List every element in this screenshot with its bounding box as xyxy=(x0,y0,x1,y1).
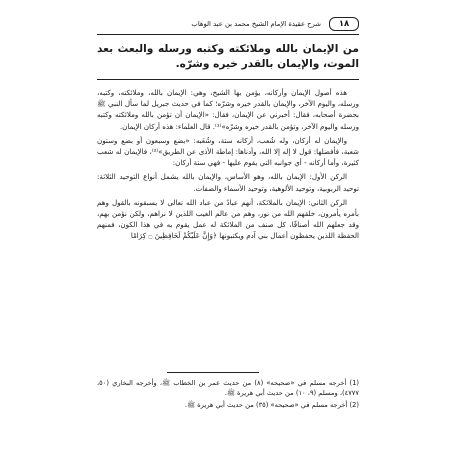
paragraph-branches: والإيمان له أركان، وله شُعب، أركانه ستة، وشُعَبه: «بضع وسبعون أو بضع وستون شعبة، فأفضلها: قول لا إله إلا الله، وأدناها: إماطة الأذى عن الطريق»⁽²⁾، فالإيمان له شعب كثيرة، وأما أركانه - أي جوانبه التي يقوم عليها - فهي ستة أركان: xyxy=(97,135,360,168)
footnote-2: (2) أخرجه مسلم في «صحيحه» (٣٥) من حديث أبي هريرة ﷺ. xyxy=(184,400,359,409)
page-content xyxy=(97,16,359,245)
page-number: ١٨ xyxy=(329,17,359,31)
footnote-separator xyxy=(167,372,259,373)
header-title: شرح عقيدة الإمام الشيخ محمد بن عبد الوهاب xyxy=(191,20,321,28)
paragraph-second-pillar: الركن الثاني: الإيمان بالملائكة، أنهم عبادٌ من عباد الله تعالى لا يسبقونه بالقول وهم بأمره يأمرون، خلقهم الله من نور، وهم من عالم الغيب اللذين لا نراهم، ولكن نؤمن بهم، وقد جعلهم الله أصنافًا، كل صنف من الملائكة له عمل يقوم به في هذا الكون، فمنهم الحفظة اللذين يحفظون أعمال بني آدم ويكتبونها ﴿وَإِنَّ عَلَيْكُمْ لَحَافِظِينَ ۝ كِرَامًا xyxy=(97,197,359,241)
paragraph-first-pillar: الركن الأول: الإيمان بالله، وهو الأساس، والإيمان بالله يشمل أنواع التوحيد الثلاثة: توحيد الربوبية، وتوحيد الألوهية، وتوحيد الأسماء والصفات. xyxy=(97,172,359,193)
footnote-1: (1) أخرجه مسلم في «صحيحه» (٨) من حديث عمر بن الخطاب ﷺ، وأخرجه البخاري (٥٠، ٤٧٧٧)، ومسلم (٩، ١٠) من حديث أبي هريرة ﷺ. xyxy=(97,379,359,398)
footnotes xyxy=(97,378,359,411)
matn-text: من الإيمان بالله وملائكته وكتبه ورسله والبعث بعد الموت، والإيمان بالقدر خيره وشرّه. xyxy=(97,43,359,70)
running-header xyxy=(97,16,359,35)
commentary xyxy=(97,87,359,242)
matn-divider xyxy=(97,79,359,80)
paragraph-pillars: هذه أصول الإيمان وأركانه، يؤمن بها الشيخ، وهي: الإيمان بالله، وملائكته، وكتبه، ورسله، واليوم الآخر، والإيمان بالقدر خيره وشرّه؛ كما في حديث جبريل لما سأل النبي ﷺ بحضرة أصحابه، فقال: أخبرني عن الإيمان، فقال: «الإيمان أن تؤمن بالله وملائكته وكتبه ورسله واليوم الآخر، وتؤمن بالقدر خيره وشرّه»⁽¹⁾. قال العلماء: هذه أركان الإيمان. xyxy=(97,88,359,131)
